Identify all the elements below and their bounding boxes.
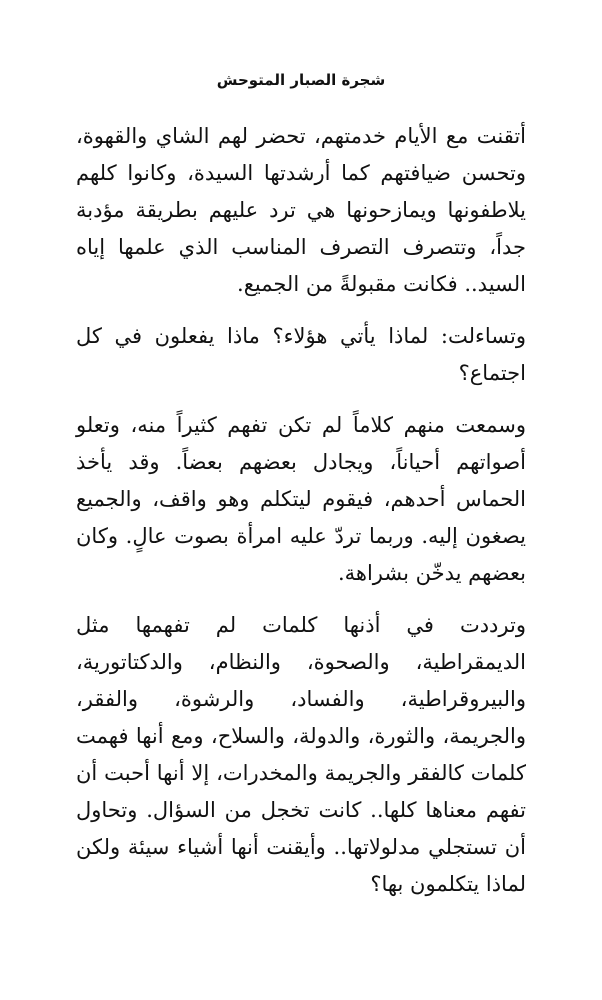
page-title: شجرة الصبار المتوحش xyxy=(216,71,386,89)
paragraph: وترددت في أذنها كلمات لم تفهمها مثل الديمقراطية، والصحوة، والنظام، والدكتاتورية، والبيروقراطية، والفساد، والرشوة، والفقر، والجريمة، والثورة، والدولة، والسلاح، ومع أنها فهمت كلمات كالفقر والجريمة والمخدرات، إلا أنها أحبت أن تفهم معناها كلها.. كانت تخجل من السؤال. وتحاول أن تستجلي مدلولاتها.. وأيقنت أنها أشياء سيئة ولكن لماذا يتكلمون بها؟ xyxy=(76,613,526,896)
paragraph: أتقنت مع الأيام خدمتهم، تحضر لهم الشاي والقهوة، وتحسن ضيافتهم كما أرشدتها السيدة، وكانوا كلهم يلاطفونها ويمازحونها هي ترد عليهم بطريقة مؤدبة جداً، وتتصرف التصرف المناسب الذي علمها إياه السيد.. فكانت مقبولةً من الجميع. xyxy=(76,124,526,296)
paragraph: وتساءلت: لماذا يأتي هؤلاء؟ ماذا يفعلون في كل اجتماع؟ xyxy=(76,324,526,385)
paragraph: وسمعت منهم كلاماً لم تكن تفهم كثيراً منه، وتعلو أصواتهم أحياناً، ويجادل بعضهم بعضاً. وقد يأخذ الحماس أحدهم، فيقوم ليتكلم وهو واقف، والجميع يصغون إليه. وربما تردّ عليه امرأة بصوت عالٍ. وكان بعضهم يدخّن بشراهة. xyxy=(76,413,526,585)
